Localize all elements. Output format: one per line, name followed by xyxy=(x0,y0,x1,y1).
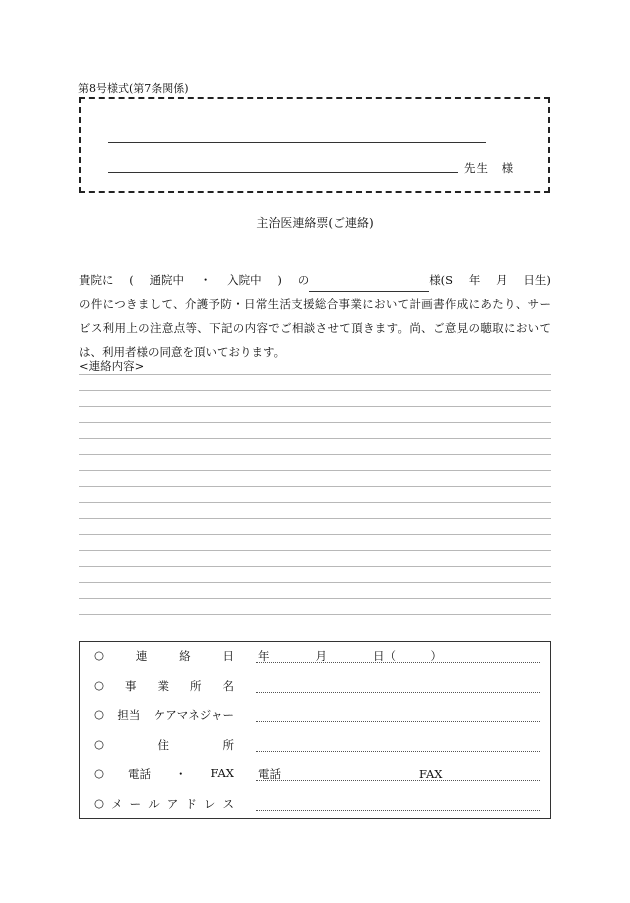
intro-line-4: は、利用者様の同意を頂いております。 xyxy=(79,345,286,359)
intro-token: ) xyxy=(277,273,282,287)
info-row xyxy=(94,796,540,816)
info-row-input-line[interactable] xyxy=(256,810,540,811)
ruled-line xyxy=(79,438,551,439)
info-label-token: 絡 xyxy=(179,649,191,663)
info-row xyxy=(94,707,540,727)
intro-line-2: の件につきまして、介護予防・日常生活支援総合事業において計画書作成にあたり、サー xyxy=(79,297,551,311)
info-row-label xyxy=(94,707,234,723)
info-row xyxy=(94,737,540,757)
info-label-token: ド xyxy=(185,796,197,811)
ruled-line xyxy=(79,566,551,567)
intro-token: 年 xyxy=(468,273,481,287)
info-label-token: 所 xyxy=(190,678,202,693)
info-row-input-line[interactable] xyxy=(256,751,540,752)
page-title: 主治医連絡票(ご連絡) xyxy=(256,216,374,230)
content-writing-area[interactable] xyxy=(79,374,551,630)
addressee-institution-line[interactable] xyxy=(108,142,486,143)
info-label-token: ア xyxy=(166,796,179,811)
intro-token: 貴院に xyxy=(79,273,114,287)
info-label-token: 連 xyxy=(135,649,148,663)
info-row-label xyxy=(94,737,234,753)
info-label-token: ○ xyxy=(94,795,105,810)
info-label-token: ー xyxy=(129,796,142,811)
form-number: 第8号様式(第7条関係) xyxy=(78,82,189,95)
ruled-line xyxy=(79,502,551,503)
info-row-label xyxy=(94,648,234,664)
info-row xyxy=(94,648,540,668)
info-row-value: 電話 FAX xyxy=(258,767,443,781)
addressee-doctor-line[interactable] xyxy=(108,172,458,173)
info-label-token: メ xyxy=(111,796,123,811)
ruled-line xyxy=(79,422,551,423)
ruled-line xyxy=(79,518,551,519)
ruled-line xyxy=(79,582,551,583)
info-label-token: 名 xyxy=(222,678,234,693)
info-label-token: ケアマネジャー xyxy=(153,708,234,722)
patient-name-blank[interactable] xyxy=(309,277,429,292)
ruled-line xyxy=(79,614,551,615)
intro-token: 入院中 xyxy=(227,273,262,287)
info-label-token: 日 xyxy=(222,649,234,663)
info-label-token: ル xyxy=(148,796,160,811)
info-row-label xyxy=(94,678,234,694)
intro-token: の 様(S xyxy=(298,268,453,292)
ruled-line xyxy=(79,374,551,375)
info-row xyxy=(94,678,540,698)
info-label-token: 事 xyxy=(125,678,137,693)
intro-paragraph xyxy=(79,268,551,364)
intro-token: 月 xyxy=(496,273,508,287)
ruled-line xyxy=(79,486,551,487)
ruled-line xyxy=(79,534,551,535)
contact-info-box xyxy=(79,641,551,819)
info-row-value: 年 月 日（ ） xyxy=(258,649,442,663)
info-label-token: 業 xyxy=(157,678,170,693)
info-label-token: ・ xyxy=(175,767,187,781)
ruled-line xyxy=(79,454,551,455)
intro-token: ( xyxy=(129,273,134,287)
info-label-token: ○ xyxy=(94,677,105,692)
info-label-token: ○ xyxy=(94,766,105,780)
ruled-line xyxy=(79,470,551,471)
info-label-token: ス xyxy=(222,796,234,811)
intro-token: 通院中 xyxy=(149,273,185,287)
info-label-token: FAX xyxy=(210,766,234,780)
ruled-line xyxy=(79,550,551,551)
info-row-label xyxy=(94,796,234,812)
intro-token: 日生) xyxy=(523,273,551,287)
ruled-line xyxy=(79,406,551,407)
intro-line-3: ビス利用上の注意点等、下記の内容でご相談させて頂きます。尚、ご意見の聴取において xyxy=(79,321,551,335)
info-label-token: 電話 xyxy=(128,767,152,781)
info-label-token: 住 xyxy=(157,737,170,752)
info-row xyxy=(94,766,540,786)
info-label-token: ○ xyxy=(94,736,105,751)
intro-token: ・ xyxy=(199,273,212,287)
info-row-input-line[interactable] xyxy=(256,721,540,722)
addressee-box xyxy=(79,97,550,193)
intro-line-1 xyxy=(79,268,551,292)
info-label-token: レ xyxy=(203,796,216,811)
ruled-line xyxy=(79,390,551,391)
info-row-input-line[interactable] xyxy=(256,692,540,693)
info-label-token: 担当 xyxy=(117,708,141,722)
info-label-token: ○ xyxy=(94,648,105,662)
info-row-label xyxy=(94,766,234,782)
info-label-token: 所 xyxy=(222,737,234,752)
info-label-token: ○ xyxy=(94,707,105,721)
ruled-line xyxy=(79,598,551,599)
content-label: <連絡内容> xyxy=(79,359,145,373)
addressee-suffix: 先生 様 xyxy=(464,161,515,175)
